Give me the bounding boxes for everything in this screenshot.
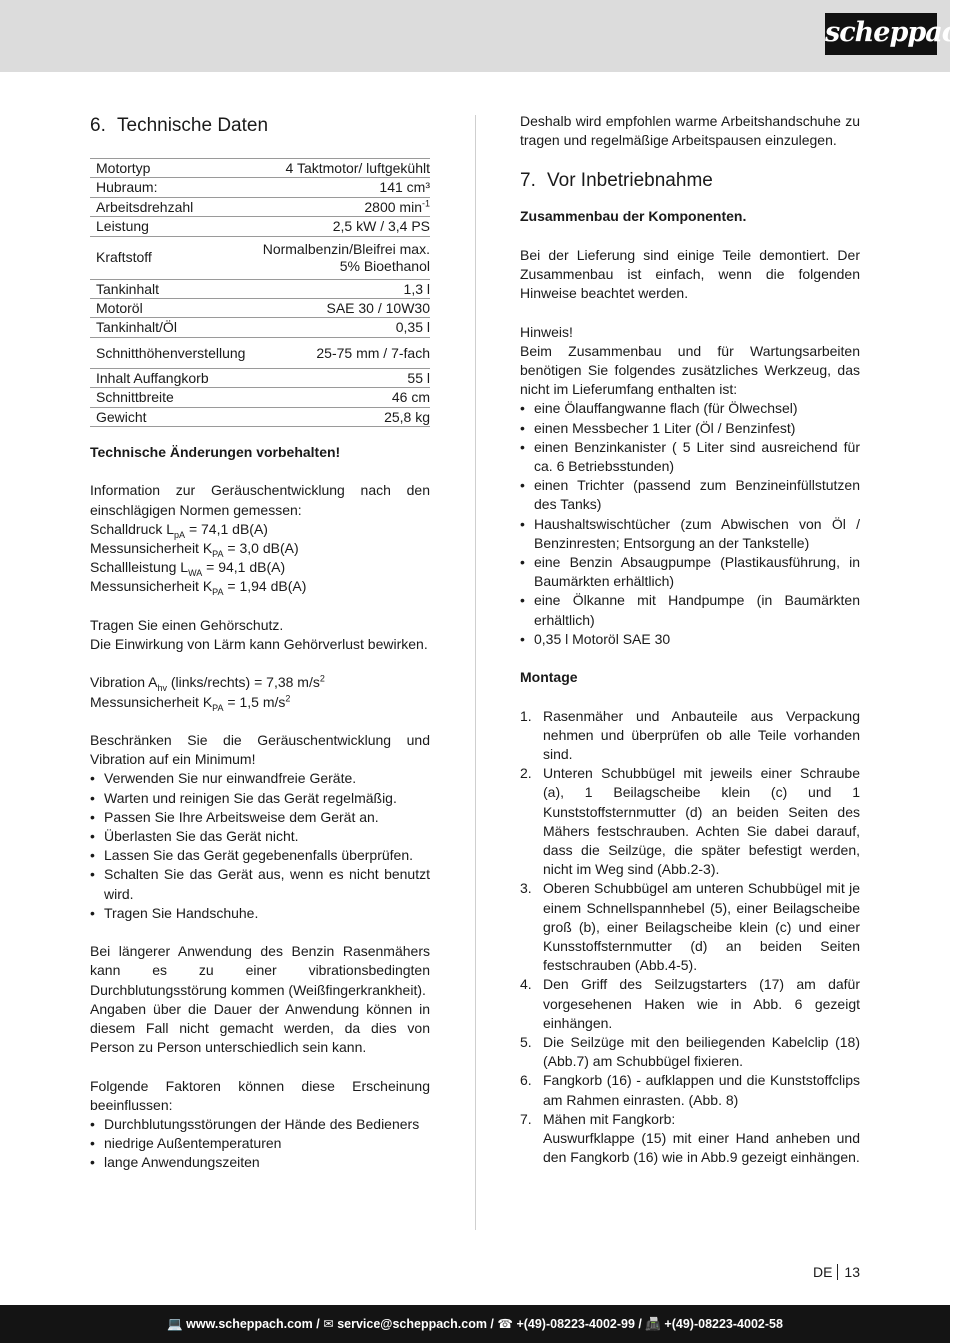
assembly-heading: Zusammenbau der Komponenten. [520, 208, 747, 225]
page-footer: 💻 www.scheppach.com / ✉ service@scheppach.com / ☎ +(49)-08223-4002-99 / 📠 +(49)-08223-4002-58 [0, 1305, 950, 1343]
spec-row [90, 299, 430, 318]
list-item: • 0,35 l Motoröl SAE 30 [520, 630, 860, 649]
spec-value: 55 l [254, 368, 430, 387]
spec-value: 4 Taktmotor/ luftgekühlt [254, 159, 430, 178]
spec-value: 141 cm³ [254, 178, 430, 197]
spec-row [90, 318, 430, 337]
section-6-heading: 6. Technische Daten [90, 115, 269, 136]
tools-list [520, 399, 860, 649]
step-item: 4. Den Griff des Seilzugstarters (17) am dafür vorgesehenen Haken wie in Abb. 6 gezeigt einhängen. [520, 976, 860, 1031]
spec-row [90, 279, 430, 298]
list-item: • Lassen Sie das Gerät gegebenenfalls überprüfen. [90, 846, 430, 865]
spec-value: 25-75 mm / 7-fach [254, 337, 430, 368]
spec-label: Tankinhalt [90, 279, 254, 298]
gloves-text: Deshalb wird empfohlen warme Arbeitshandschuhe zu tragen und regelmäßige Arbeitspausen einzulegen. [520, 113, 860, 149]
assembly-text: Bei der Lieferung sind einige Teile demontiert. Der Zusammenbau ist einfach, wenn die folgenden Hinweise beachtet werden. [520, 246, 860, 302]
noise-intro: Information zur Geräuschentwicklung nach den einschlägigen Normen gemessen: [90, 482, 430, 518]
spec-label: Motoröl [90, 299, 254, 318]
limit-intro: Beschränken Sie die Geräuschentwicklung und Vibration auf ein Minimum! [90, 732, 430, 768]
spec-value: 1,3 l [254, 279, 430, 298]
vibration-value: Messunsicherheit $K_{PA} = 1,5$ $m/s^2$ [90, 693, 291, 713]
noise-value: Schalldruck $L_{pA} = 74,1$ dB(A) [90, 520, 268, 540]
limit-list [90, 769, 430, 923]
left-column [90, 112, 430, 1173]
list-item: • eine Ölauffangwanne flach (für Ölwechsel) [520, 399, 860, 418]
scheppach-logo: scheppach [825, 13, 937, 55]
page-number: DE 13 [812, 1264, 860, 1280]
spec-row [90, 337, 430, 368]
step-item: 2. Unteren Schubbügel mit jeweils einer Schraube (a), 1 Beilagscheibe klein (c) und 1 Kunststoffsternmutter (d) an beiden Seiten des Mähers festschrauben. Achten Sie dabei darauf, dass die Seilzüge, die später befestigt werden, nicht im Weg sind (Abb.2-3). [520, 765, 860, 878]
section-6-title: Technische Daten [117, 115, 269, 136]
montage-heading: Montage [520, 669, 578, 686]
spec-row [90, 388, 430, 407]
step-item: 1. Rasenmäher und Anbauteile aus Verpackung nehmen und überprüfen ob alle Teile vorhanden sind. [520, 707, 860, 763]
spec-value: 46 cm [254, 388, 430, 407]
section-7-title: Vor Inbetriebnahme [547, 170, 713, 192]
spec-label: Schnitthöhenverstellung [90, 337, 254, 368]
changes-note: Technische Änderungen vorbehalten! [90, 444, 341, 461]
spec-value: Normalbenzin/Bleifrei max. 5% Bioethanol [254, 236, 430, 279]
footer-website-link[interactable]: www.scheppach.com [186, 1317, 313, 1331]
spec-label: Kraftstoff [90, 236, 254, 279]
step-item: 7. Mähen mit Fangkorb: Auswurfklappe (15) mit einer Hand anheben und den Fangkorb (16) wie in Abb.9 gezeigt einhängen. [520, 1110, 860, 1166]
footer-fax: +(49)-08223-4002-58 [664, 1317, 783, 1331]
spec-label: Motortyp [90, 159, 254, 178]
spec-row [90, 159, 430, 178]
spec-table [90, 158, 430, 427]
spec-value: 0,35 l [254, 318, 430, 337]
computer-icon: 💻 [167, 1317, 183, 1331]
spec-label: Tankinhalt/Öl [90, 318, 254, 337]
list-item: • Tragen Sie Handschuhe. [90, 904, 430, 923]
hint-label: Hinweis! [520, 323, 573, 340]
list-item: • Schalten Sie das Gerät aus, wenn es nicht benutzt wird. [90, 865, 430, 903]
spec-row [90, 217, 430, 236]
spec-value: SAE 30 / 10W30 [254, 299, 430, 318]
spec-label: Inhalt Auffangkorb [90, 368, 254, 387]
noise-value: Messunsicherheit $K_{PA} = 1,94$ dB(A) [90, 578, 307, 598]
list-item: • einen Trichter (passend zum Benzineinfüllstutzen des Tanks) [520, 476, 860, 514]
spec-row [90, 368, 430, 387]
section-7-heading: 7. Vor Inbetriebnahme [520, 170, 713, 192]
hearing-protection: Tragen Sie einen Gehörschutz. [90, 616, 284, 633]
spec-value: 25,8 kg [254, 407, 430, 426]
page-header [0, 0, 976, 72]
step-item: 6. Fangkorb (16) - aufklappen und die Kunststoffclips am Rahmen einrasten. (Abb. 8) [520, 1072, 860, 1108]
list-item: • niedrige Außentemperaturen [90, 1134, 430, 1153]
list-item: • Warten und reinigen Sie das Gerät regelmäßig. [90, 789, 430, 808]
noise-value: Schallleistung $L_{WA} = 94,1$ dB(A) [90, 559, 286, 579]
long-use-text: Bei längerer Anwendung des Benzin Rasenmähers kann es zu einer vibrationsbedingten Durchblutungsstörung kommen (Weißfingerkrankheit). [90, 943, 430, 998]
spec-value: 2800 $\min^{-1}$ [254, 197, 430, 216]
spec-label: Schnittbreite [90, 388, 254, 407]
list-item: • Haushaltswischtücher (zum Abwischen von Öl / Benzinresten; Entsorgung an der Tankstelle) [520, 515, 860, 553]
list-item: • eine Benzin Absaugpumpe (Plastikausführung, in Baumärkten erhältlich) [520, 553, 860, 591]
spec-row [90, 407, 430, 426]
right-column [520, 112, 860, 1168]
column-divider [475, 115, 476, 1230]
footer-email-link[interactable]: service@scheppach.com [337, 1317, 487, 1331]
list-item: • einen Benzinkanister ( 5 Liter sind ausreichend für ca. 6 Betriebsstunden) [520, 438, 860, 476]
spec-label: Gewicht [90, 407, 254, 426]
step-item: 3. Oberen Schubbügel am unteren Schubbügel mit je einem Schnellspannhebel (5), einer Beilagscheibe groß (b), einer Beilagscheibe klein (c) und einer Kunsstoffsternmutter (d) an beiden Seiten festschrauben (Abb.4-5). [520, 880, 860, 974]
fax-icon: 📠 [645, 1317, 661, 1331]
step-item: 5. Die Seilzüge mit den beiliegenden Kabelclip (18) (Abb.7) am Schubbügel fixieren. [520, 1034, 860, 1070]
vibration-value: Vibration $A_{hv}$ (links/rechts) = 7,38 $m/s^2$ [90, 673, 325, 694]
hint-text: Beim Zusammenbau und für Wartungsarbeiten benötigen Sie folgendes zusätzliches Werkzeug, das nicht im Lieferumfang enthalten ist: [520, 342, 860, 398]
duration-text: Angaben über die Dauer der Anwendung können in diesem Fall nicht gemacht werden, da dies von Person zu Person unterschiedlich sein kann. [90, 1000, 430, 1056]
spec-label: Arbeitsdrehzahl [90, 197, 254, 216]
list-item: • Verwenden Sie nur einwandfreie Geräte. [90, 769, 430, 788]
spec-row [90, 178, 430, 197]
spec-row [90, 236, 430, 279]
phone-icon: ☎ [497, 1317, 513, 1331]
list-item: • lange Anwendungszeiten [90, 1153, 430, 1172]
list-item: • Durchblutungsstörungen der Hände des Bedieners [90, 1115, 430, 1134]
list-item: • Überlasten Sie das Gerät nicht. [90, 827, 430, 846]
spec-value: 2,5 kW / 3,4 PS [254, 217, 430, 236]
noise-value: Messunsicherheit $K_{PA} = 3,0$ dB(A) [90, 540, 299, 559]
list-item: • Passen Sie Ihre Arbeitsweise dem Gerät an. [90, 808, 430, 827]
footer-phone: +(49)-08223-4002-99 [516, 1317, 635, 1331]
factors-list [90, 1115, 430, 1173]
hearing-warning: Die Einwirkung von Lärm kann Gehörverlust bewirken. [90, 636, 428, 653]
list-item: • einen Messbecher 1 Liter (Öl / Benzinfest) [520, 419, 860, 438]
spec-label: Leistung [90, 217, 254, 236]
spec-label: Hubraum: [90, 178, 254, 197]
mail-icon: ✉ [323, 1317, 334, 1331]
montage-steps [520, 707, 860, 1168]
factors-intro: Folgende Faktoren können diese Erscheinung beeinflussen: [90, 1077, 430, 1113]
spec-row [90, 197, 430, 216]
list-item: • eine Ölkanne mit Handpumpe (in Baumärkten erhältlich) [520, 591, 860, 629]
